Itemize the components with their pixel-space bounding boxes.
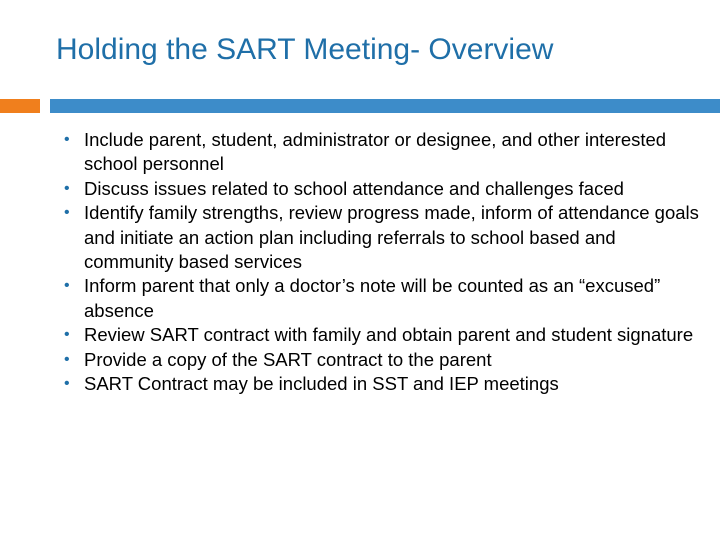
bullet-item — [64, 348, 704, 372]
bullet-item — [64, 177, 704, 201]
bullet-text: Include parent, student, administrator or designee, and other interested school personnel — [84, 129, 667, 175]
accent-bar-orange — [0, 99, 40, 113]
accent-bar-blue — [50, 99, 720, 113]
bullet-item — [64, 323, 704, 347]
bullet-text: Provide a copy of the SART contract to the parent — [84, 348, 492, 370]
bullet-icon: • — [64, 375, 70, 393]
bullet-text: Identify family strengths, review progress made, inform of attendance goals and initiate an action plan including referrals to school based and community based services — [84, 202, 699, 273]
bullet-text: SART Contract may be included in SST and IEP meetings — [84, 373, 559, 395]
bullet-icon: • — [64, 179, 70, 197]
bullet-icon: • — [64, 131, 70, 148]
slide-title: Holding the SART Meeting- Overview — [56, 33, 554, 66]
bullet-item — [64, 372, 704, 396]
bullet-icon: • — [64, 204, 70, 222]
bullet-text: Review SART contract with family and obtain parent and student signature — [84, 324, 694, 346]
bullet-list — [64, 128, 704, 396]
bullet-item — [64, 201, 704, 274]
bullet-item — [64, 274, 704, 323]
bullet-text: Discuss issues related to school attendance and challenges faced — [84, 177, 624, 199]
bullet-item — [64, 128, 704, 177]
bullet-icon: • — [64, 277, 70, 295]
bullet-icon: • — [64, 350, 70, 368]
bullet-icon: • — [64, 326, 70, 344]
bullet-text: Inform parent that only a doctor’s note will be counted as an “excused” absence — [84, 275, 661, 321]
